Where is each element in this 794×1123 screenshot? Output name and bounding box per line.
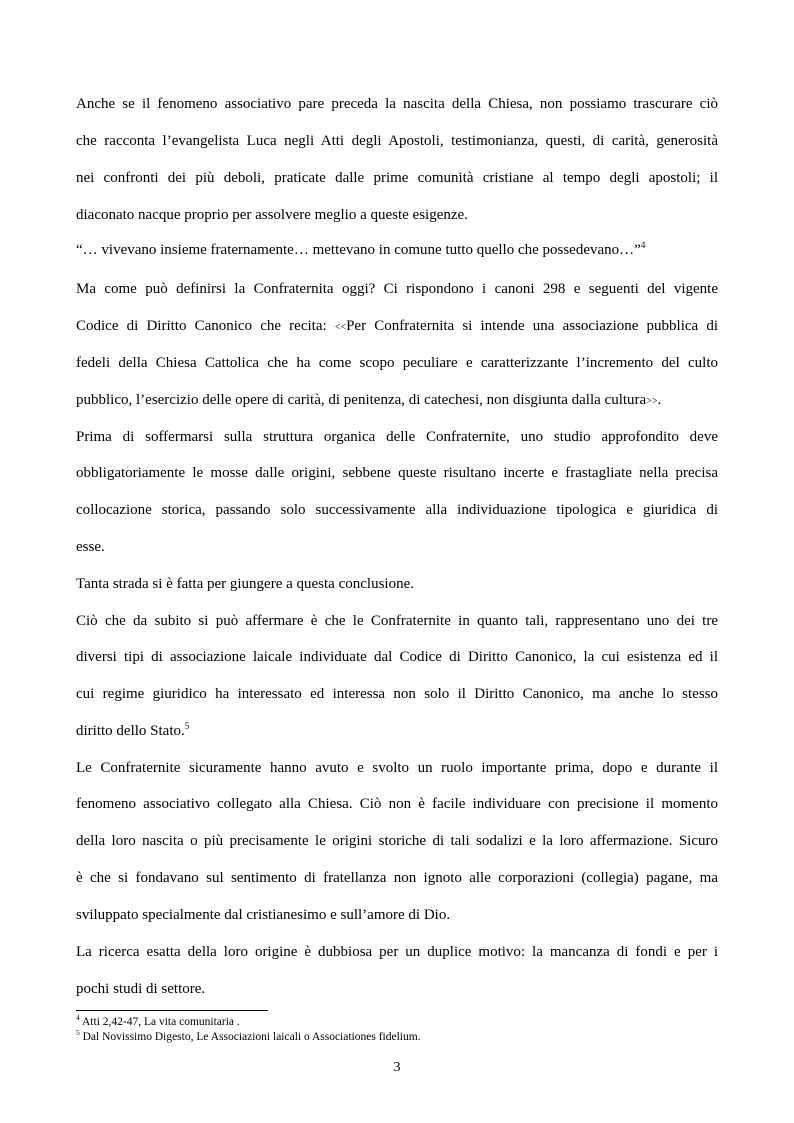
footnote-text: Dal Novissimo Digesto, Le Associazioni laicali o Associationes fidelium. <box>82 1031 421 1043</box>
footnote-ref: 5 <box>184 721 190 731</box>
body-line: della loro nascita o più precisamente le origini storiche di tali sodalizi e la loro affermazione. Sicuro <box>76 833 718 849</box>
footnote <box>76 1030 421 1044</box>
close-quote-mark: >> <box>646 396 658 407</box>
body-line: Prima di soffermarsi sulla struttura organica delle Confraternite, uno studio approfondito deve <box>76 429 718 445</box>
line-text: pubblico, l’esercizio delle opere di carità, di penitenza, di catechesi, non disgiunta dalla cultura <box>76 392 647 408</box>
body-line: Anche se il fenomeno associativo pare preceda la nascita della Chiesa, non possiamo trascurare ciò <box>76 96 718 112</box>
open-quote-mark: << <box>334 322 347 333</box>
body-line: fedeli della Chiesa Cattolica che ha come scopo peculiare e caratterizzante l’incremento del culto <box>76 355 718 371</box>
footnote-text: Atti 2,42-47, La vita comunitaria . <box>82 1016 240 1028</box>
body-line: Le Confraternite sicuramente hanno avuto e svolto un ruolo importante prima, dopo e durante il <box>76 760 718 776</box>
body-line: obbligatoriamente le mosse dalle origini, sebbene queste risultano incerte e frastagliate nella precisa <box>76 465 718 481</box>
footnote-ref: 4 <box>640 240 646 250</box>
line-text: Per Confraternita si intende una associazione pubblica di <box>346 318 719 334</box>
footnote <box>76 1015 240 1029</box>
page-number: 3 <box>393 1060 401 1075</box>
body-line: è che si fondavano sul sentimento di fratellanza non ignoto alle corporazioni (collegia) pagane, ma <box>76 870 718 886</box>
body-line: diversi tipi di associazione laicale individuate dal Codice di Diritto Canonico, la cui esistenza ed il <box>76 649 718 665</box>
quote-line <box>76 240 718 260</box>
body-line: diaconato nacque proprio per assolvere meglio a queste esigenze. <box>76 207 468 223</box>
footnote-number: 5 <box>76 1028 80 1037</box>
body-line: pochi studi di settore. <box>76 981 206 997</box>
quote-text: “… vivevano insieme fraternamente… mettevano in comune tutto quello che possedevano…” <box>76 242 641 258</box>
body-line: Tanta strada si è fatta per giungere a questa conclusione. <box>76 576 414 592</box>
body-line: esse. <box>76 539 105 555</box>
line-text: Codice di Diritto Canonico che recita: <box>76 318 335 334</box>
line-text: diritto dello Stato. <box>76 723 185 739</box>
body-line: fenomeno associativo collegato alla Chiesa. Ciò non è facile individuare con precisione il momento <box>76 796 718 812</box>
body-line: sviluppato specialmente dal cristianesimo e sull’amore di Dio. <box>76 907 451 923</box>
body-line <box>76 316 718 338</box>
body-line: Ciò che da subito si può affermare è che le Confraternite in quanto tali, rappresentano uno dei tre <box>76 613 718 629</box>
body-line: nei confronti dei più deboli, praticate dalle prime comunità cristiane al tempo degli apostoli; il <box>76 170 718 186</box>
body-line: collocazione storica, passando solo successivamente alla individuazione tipologica e giuridica di <box>76 502 718 518</box>
body-line: La ricerca esatta della loro origine è dubbiosa per un duplice motivo: la mancanza di fondi e per i <box>76 944 718 960</box>
footnote-number: 4 <box>76 1013 80 1022</box>
body-line: cui regime giuridico ha interessato ed interessa non solo il Diritto Canonico, ma anche lo stesso <box>76 686 718 702</box>
body-line <box>76 390 718 412</box>
footnote-divider <box>76 1010 268 1011</box>
body-line <box>76 721 718 741</box>
body-line: Ma come può definirsi la Confraternita oggi? Ci rispondono i canoni 298 e seguenti del vigente <box>76 281 718 297</box>
body-line: che racconta l’evangelista Luca negli Atti degli Apostoli, testimonianza, questi, di carità, generosità <box>76 133 718 149</box>
line-text: . <box>657 392 662 408</box>
